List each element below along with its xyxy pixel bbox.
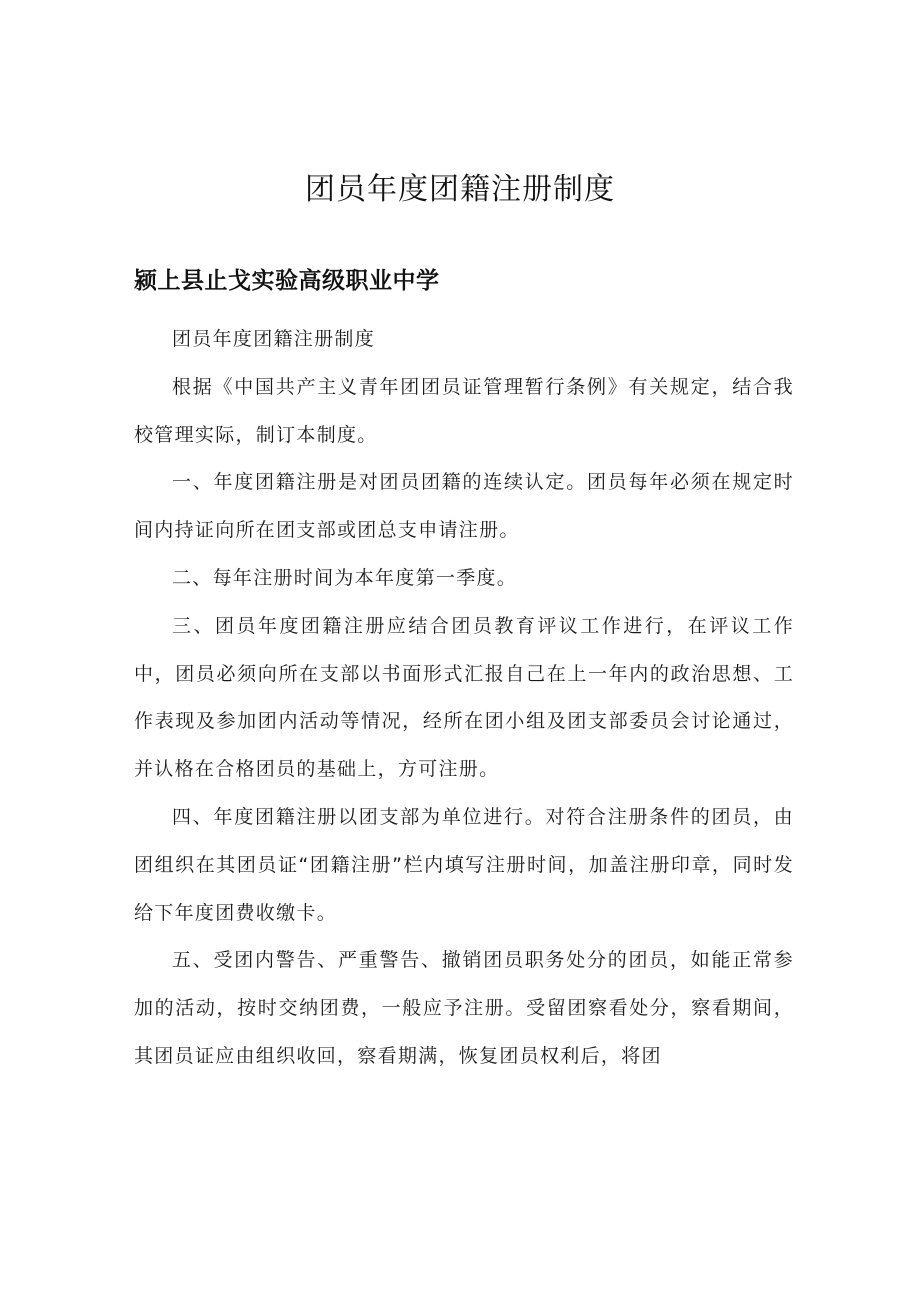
paragraph-article-4: 四、年度团籍注册以团支部为单位进行。对符合注册条件的团员，由团组织在其团员证“团籍注册”栏内填写注册时间，加盖注册印章，同时发给下年度团费收缴卡。 bbox=[134, 805, 794, 924]
paragraph-article-1: 一、年度团籍注册是对团员团籍的连续认定。团员每年必须在规定时间内持证向所在团支部或团总支申请注册。 bbox=[134, 471, 794, 542]
paragraph-subtitle: 团员年度团籍注册制度 bbox=[172, 328, 376, 350]
organization-name: 颍上县止戈实验高级职业中学 bbox=[134, 268, 440, 294]
document-body bbox=[134, 316, 794, 1081]
paragraph-article-5: 五、受团内警告、严重警告、撤销团员职务处分的团员，如能正常参加的活动，按时交纳团费，一般应予注册。受留团察看处分，察看期间，其团员证应由组织收回，察看期满，恢复团员权利后，将团 bbox=[134, 949, 794, 1067]
paragraph-intro: 根据《中国共产主义青年团团员证管理暂行条例》有关规定，结合我校管理实际，制订本制度。 bbox=[134, 375, 794, 446]
paragraph-article-2: 二、每年注册时间为本年度第一季度。 bbox=[172, 566, 518, 589]
document-title: 团员年度团籍注册制度 bbox=[305, 172, 615, 207]
paragraph-article-3: 三、团员年度团籍注册应结合团员教育评议工作进行，在评议工作中，团员必须向所在支部以书面形式汇报自己在上一年内的政治思想、工作表现及参加团内活动等情况，经所在团小组及团支部委员会讨论通过，并认格在合格团员的基础上，方可注册。 bbox=[134, 614, 794, 781]
